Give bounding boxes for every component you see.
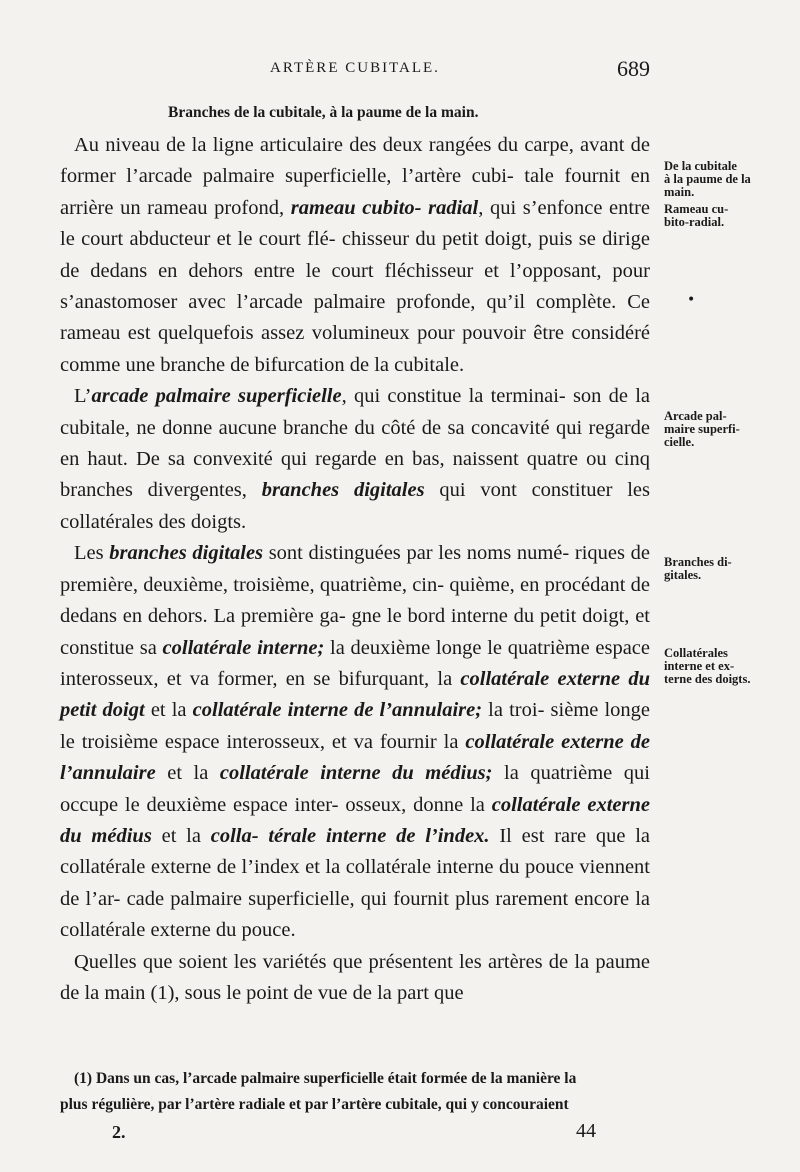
term: collatérale externe du <box>460 667 650 690</box>
text-line: est quelquefois assez volumineux pour pouvoir être considéré <box>127 322 651 345</box>
margin-line: main. <box>664 185 695 199</box>
running-header <box>60 56 650 84</box>
text-line: osseux, donne la <box>345 793 492 816</box>
text-fragment: la troi- <box>482 699 545 722</box>
text-line: comme une branche de bifurcation de la cubitale. <box>60 353 465 376</box>
text-line: et va former, en se bifurquant, la <box>166 667 461 690</box>
text-fragment: et la <box>144 699 193 722</box>
text-fragment: et la <box>151 824 211 847</box>
margin-line: à la paume de la <box>664 172 751 186</box>
footnote-line: plus régulière, par l’artère radiale et par l’artère cubitale, qui y concouraient <box>60 1096 569 1113</box>
term: colla- <box>210 824 259 847</box>
margin-line: interne et ex- <box>664 659 735 673</box>
term-digitales: digitales <box>353 479 425 502</box>
term: collatérale interne de l’annulaire; <box>192 699 483 722</box>
text-line: cade palmaire superficielle, qui fournit plus rarement encore <box>126 887 630 910</box>
text-line: tale fournit en arrière un rameau profond, <box>60 165 651 219</box>
margin-line: Collatérales <box>664 646 728 660</box>
signature-mark: 2. <box>112 1122 126 1142</box>
text-line: son de la cubitale, ne donne aucune branche du côté de sa <box>60 385 651 439</box>
page-number: 689 <box>617 56 650 81</box>
text-line: la paume de la main (1), sous le point de vue de la part que <box>60 950 651 1004</box>
term-branches-digitales: branches digitales <box>109 542 264 565</box>
margin-line: maire superfi- <box>664 422 740 436</box>
text-line: chisseur du petit doigt, puis se dirige de dedans en dehors <box>60 228 650 282</box>
text-line: Au niveau de la ligne articulaire des deux rangées du carpe, <box>74 134 574 156</box>
main-text <box>60 130 650 1009</box>
footnote <box>60 1066 660 1118</box>
running-title: ARTÈRE CUBITALE. <box>270 60 440 76</box>
text-line: la quatrième qui occupe le deuxième espace inter- <box>60 762 651 816</box>
text-line: la deuxième longe le quatrième espace interosseux, <box>60 636 651 690</box>
margin-line: Arcade pal- <box>664 409 727 423</box>
paragraph-3 <box>60 538 650 946</box>
text-line: quième, en procédant de dedans en dehors. La première ga- <box>60 573 650 628</box>
paragraph-1 <box>60 130 650 381</box>
text-line: sont distinguées par les noms numé- <box>263 542 570 565</box>
term: collatérale externe de l’annulaire <box>60 730 651 785</box>
margin-line: gitales. <box>664 568 702 582</box>
margin-line: cielle. <box>664 435 695 449</box>
margin-line: terne des doigts. <box>664 672 751 686</box>
text-fragment: et la <box>155 762 220 785</box>
term: petit doigt <box>60 699 145 722</box>
term: interne; <box>257 636 325 659</box>
text-line: qui vont constituer les collatérales des doigts. <box>60 479 650 533</box>
footnote-line: (1) Dans un cas, l’arcade palmaire superficielle était formée de la manière la <box>74 1070 577 1087</box>
text-fragment: Les <box>74 542 110 565</box>
margin-line: De la cubitale <box>664 159 737 173</box>
term: du médius; <box>392 762 493 785</box>
text-line: Il est rare que la collatérale externe <box>60 824 650 879</box>
text-line: bas, naissent quatre ou cinq branches divergentes, <box>60 448 651 502</box>
text-line: Quelles que soient les variétés que présentent les artères de <box>74 950 569 973</box>
term-rameau-cubito-radial-end: radial <box>428 196 479 219</box>
margin-note-rameau <box>664 203 774 229</box>
text-line: la collatérale externe du pouce. <box>60 887 651 942</box>
sheet-mark: 44 <box>576 1120 596 1142</box>
text-line: gne le bord interne du petit doigt, et constitue sa <box>60 605 651 659</box>
paragraph-4 <box>60 947 650 1010</box>
margin-note-collaterales <box>664 647 774 686</box>
section-title: Branches de la cubitale, à la paume de la main. <box>168 104 479 121</box>
term-rameau-cubito-radial: rameau cubito- <box>290 196 422 219</box>
text-line: , qui s’enfonce entre le court abducteur et le court flé- <box>60 196 650 251</box>
margin-note-cubitale <box>664 160 774 199</box>
margin-dot: • <box>687 292 696 308</box>
text-line: avec l’arcade palmaire profonde, qu’il complète. Ce rameau <box>60 291 650 345</box>
margin-line: Branches di- <box>664 555 732 569</box>
text-line: avant de former l’arcade palmaire superficielle, l’artère cubi- <box>60 134 651 188</box>
term: térale interne de l’index. <box>268 824 490 847</box>
term-branches: branches <box>261 479 340 502</box>
term-arcade-palmaire: arcade palmaire superficielle <box>91 385 342 408</box>
text-line: , qui constitue la terminai- <box>341 385 566 408</box>
text-line: riques de première, deuxième, troisième, quatrième, cin- <box>60 542 651 596</box>
margin-note-arcade <box>664 410 774 449</box>
text-line: concavité qui regarde en haut. De sa convexité qui regarde en <box>60 416 651 471</box>
margin-line: bito-radial. <box>664 215 725 229</box>
text-fragment: L’ <box>74 385 92 408</box>
margin-note-branches <box>664 556 774 582</box>
term: collatérale <box>162 636 252 659</box>
term: collatérale interne <box>219 762 381 785</box>
text-line: sième longe le troisième espace interosseux, et va fournir la <box>60 699 650 753</box>
text-line: entre le court fléchisseur et l’opposant, pour s’anastomoser <box>60 259 651 314</box>
paragraph-2 <box>60 381 650 538</box>
term: collatérale externe du médius <box>60 793 650 847</box>
text-line: de l’index et la collatérale interne du pouce viennent de l’ar- <box>60 856 650 910</box>
margin-line: Rameau cu- <box>664 202 729 216</box>
